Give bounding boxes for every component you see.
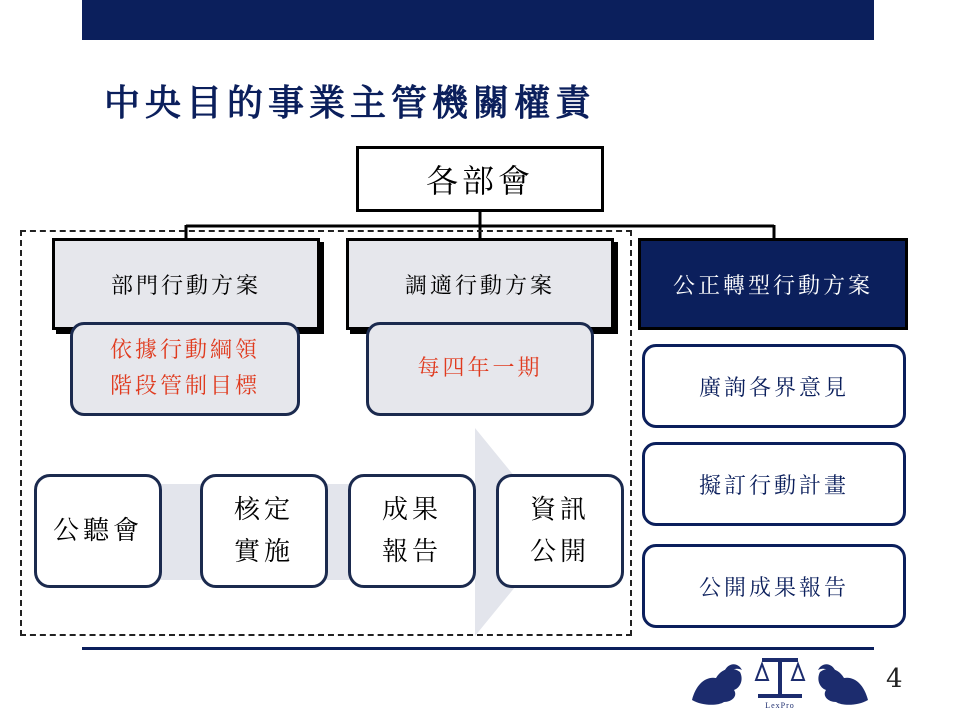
step-results-report: 成果 報告 <box>348 474 476 588</box>
step-info-disclosure: 資訊 公開 <box>496 474 624 588</box>
sector-action-plan-header: 部門行動方案 <box>52 238 320 330</box>
page-number: 4 <box>886 664 903 694</box>
footer-divider <box>82 647 874 650</box>
lexpro-logo <box>688 654 872 710</box>
just-transition-plan-header: 公正轉型行動方案 <box>638 238 908 330</box>
svg-text:LexPro: LexPro <box>765 701 795 710</box>
right-item-publish-results: 公開成果報告 <box>642 544 906 628</box>
right-item-consult: 廣詢各界意見 <box>642 344 906 428</box>
note-every-four-years: 每四年一期 <box>366 322 594 416</box>
right-item-draft-plan: 擬訂行動計畫 <box>642 442 906 526</box>
slide-title: 中央目的事業主管機關權責 <box>104 82 597 124</box>
adaptation-action-plan-header: 調適行動方案 <box>346 238 614 330</box>
top-node-box: 各部會 <box>356 146 604 212</box>
step-approve-implement: 核定 實施 <box>200 474 328 588</box>
step-public-hearing: 公聽會 <box>34 474 162 588</box>
note-control-targets: 依據行動綱領 階段管制目標 <box>70 322 300 416</box>
